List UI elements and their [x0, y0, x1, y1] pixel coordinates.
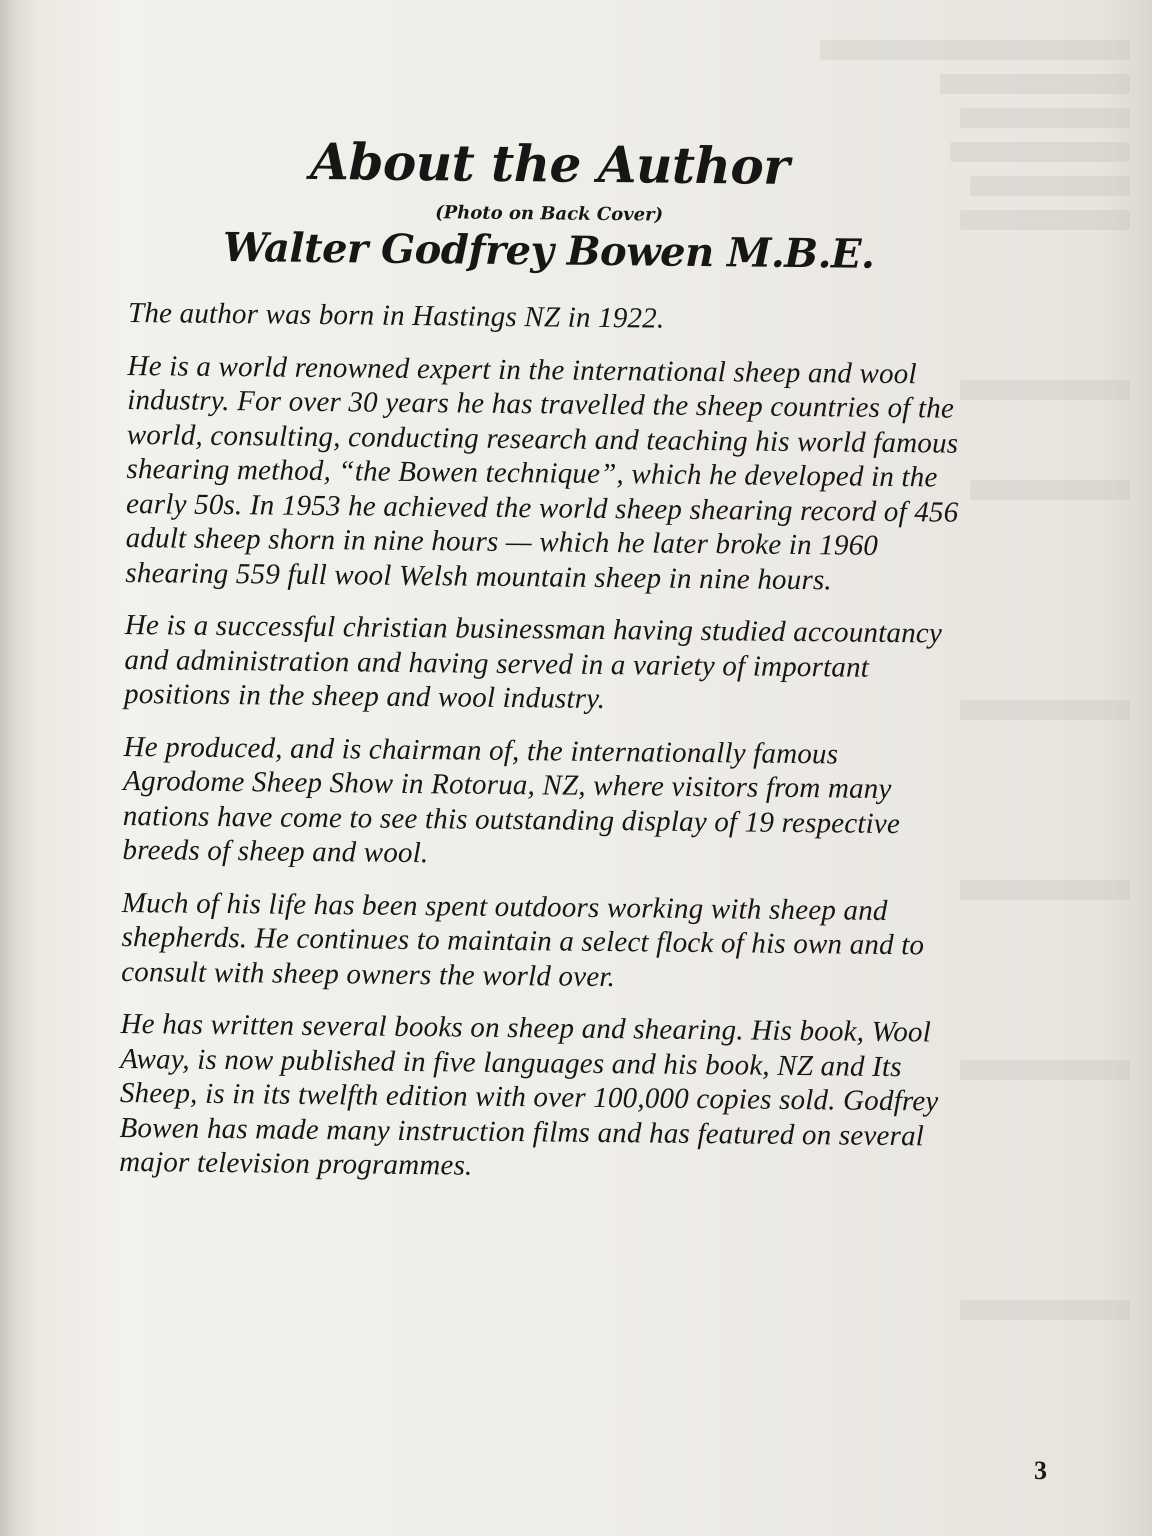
bio-paragraph: He has written several books on sheep and shearing. His book, Wool Away, is now published in five languages and his book, NZ and Its Sheep, is in its twelfth edition with over 100,000 copies sold. Godfrey Bowen has made many instruction films and has featured on several major television programmes.: [119, 1007, 939, 1182]
photo-note: (Photo on Back Cover): [435, 202, 664, 226]
author-biography: [119, 296, 968, 1188]
bio-paragraph: He is a world renowned expert in the international sheep and wool industry. For over 30 years he has travelled the sheep countries of the world, consulting, conducting research and teaching his world famous shearing method, “the Bowen technique”, which he developed in the early 50s. In 1953 he achieved the world sheep shearing record of 456 adult sheep shorn in nine hours — which he later broke in 1960 shearing 559 full wool Welsh mountain sheep in nine hours.: [125, 349, 959, 596]
page-edge-shadow: [0, 0, 30, 1536]
bio-paragraph: He produced, and is chairman of, the internationally famous Agrodome Sheep Show in Rotorua, NZ, where visitors from many nations have come to see this outstanding display of 19 respective breeds of sheep and wool.: [122, 730, 901, 870]
page-content: [119, 130, 970, 1206]
page-title: About the Author: [309, 131, 790, 196]
page-number: 3: [1034, 1456, 1047, 1485]
bio-paragraph: Much of his life has been spent outdoors working with sheep and shepherds. He continues to maintain a select flock of his own and to consult with sheep owners the world over.: [121, 886, 925, 993]
bio-paragraph: The author was born in Hastings NZ in 1922.: [127, 296, 665, 335]
author-name: Walter Godfrey Bowen M.B.E.: [222, 223, 875, 278]
bio-paragraph: He is a successful christian businessman having studied accountancy and administration and having served in a variety of important positions in the sheep and wool industry.: [123, 608, 943, 716]
